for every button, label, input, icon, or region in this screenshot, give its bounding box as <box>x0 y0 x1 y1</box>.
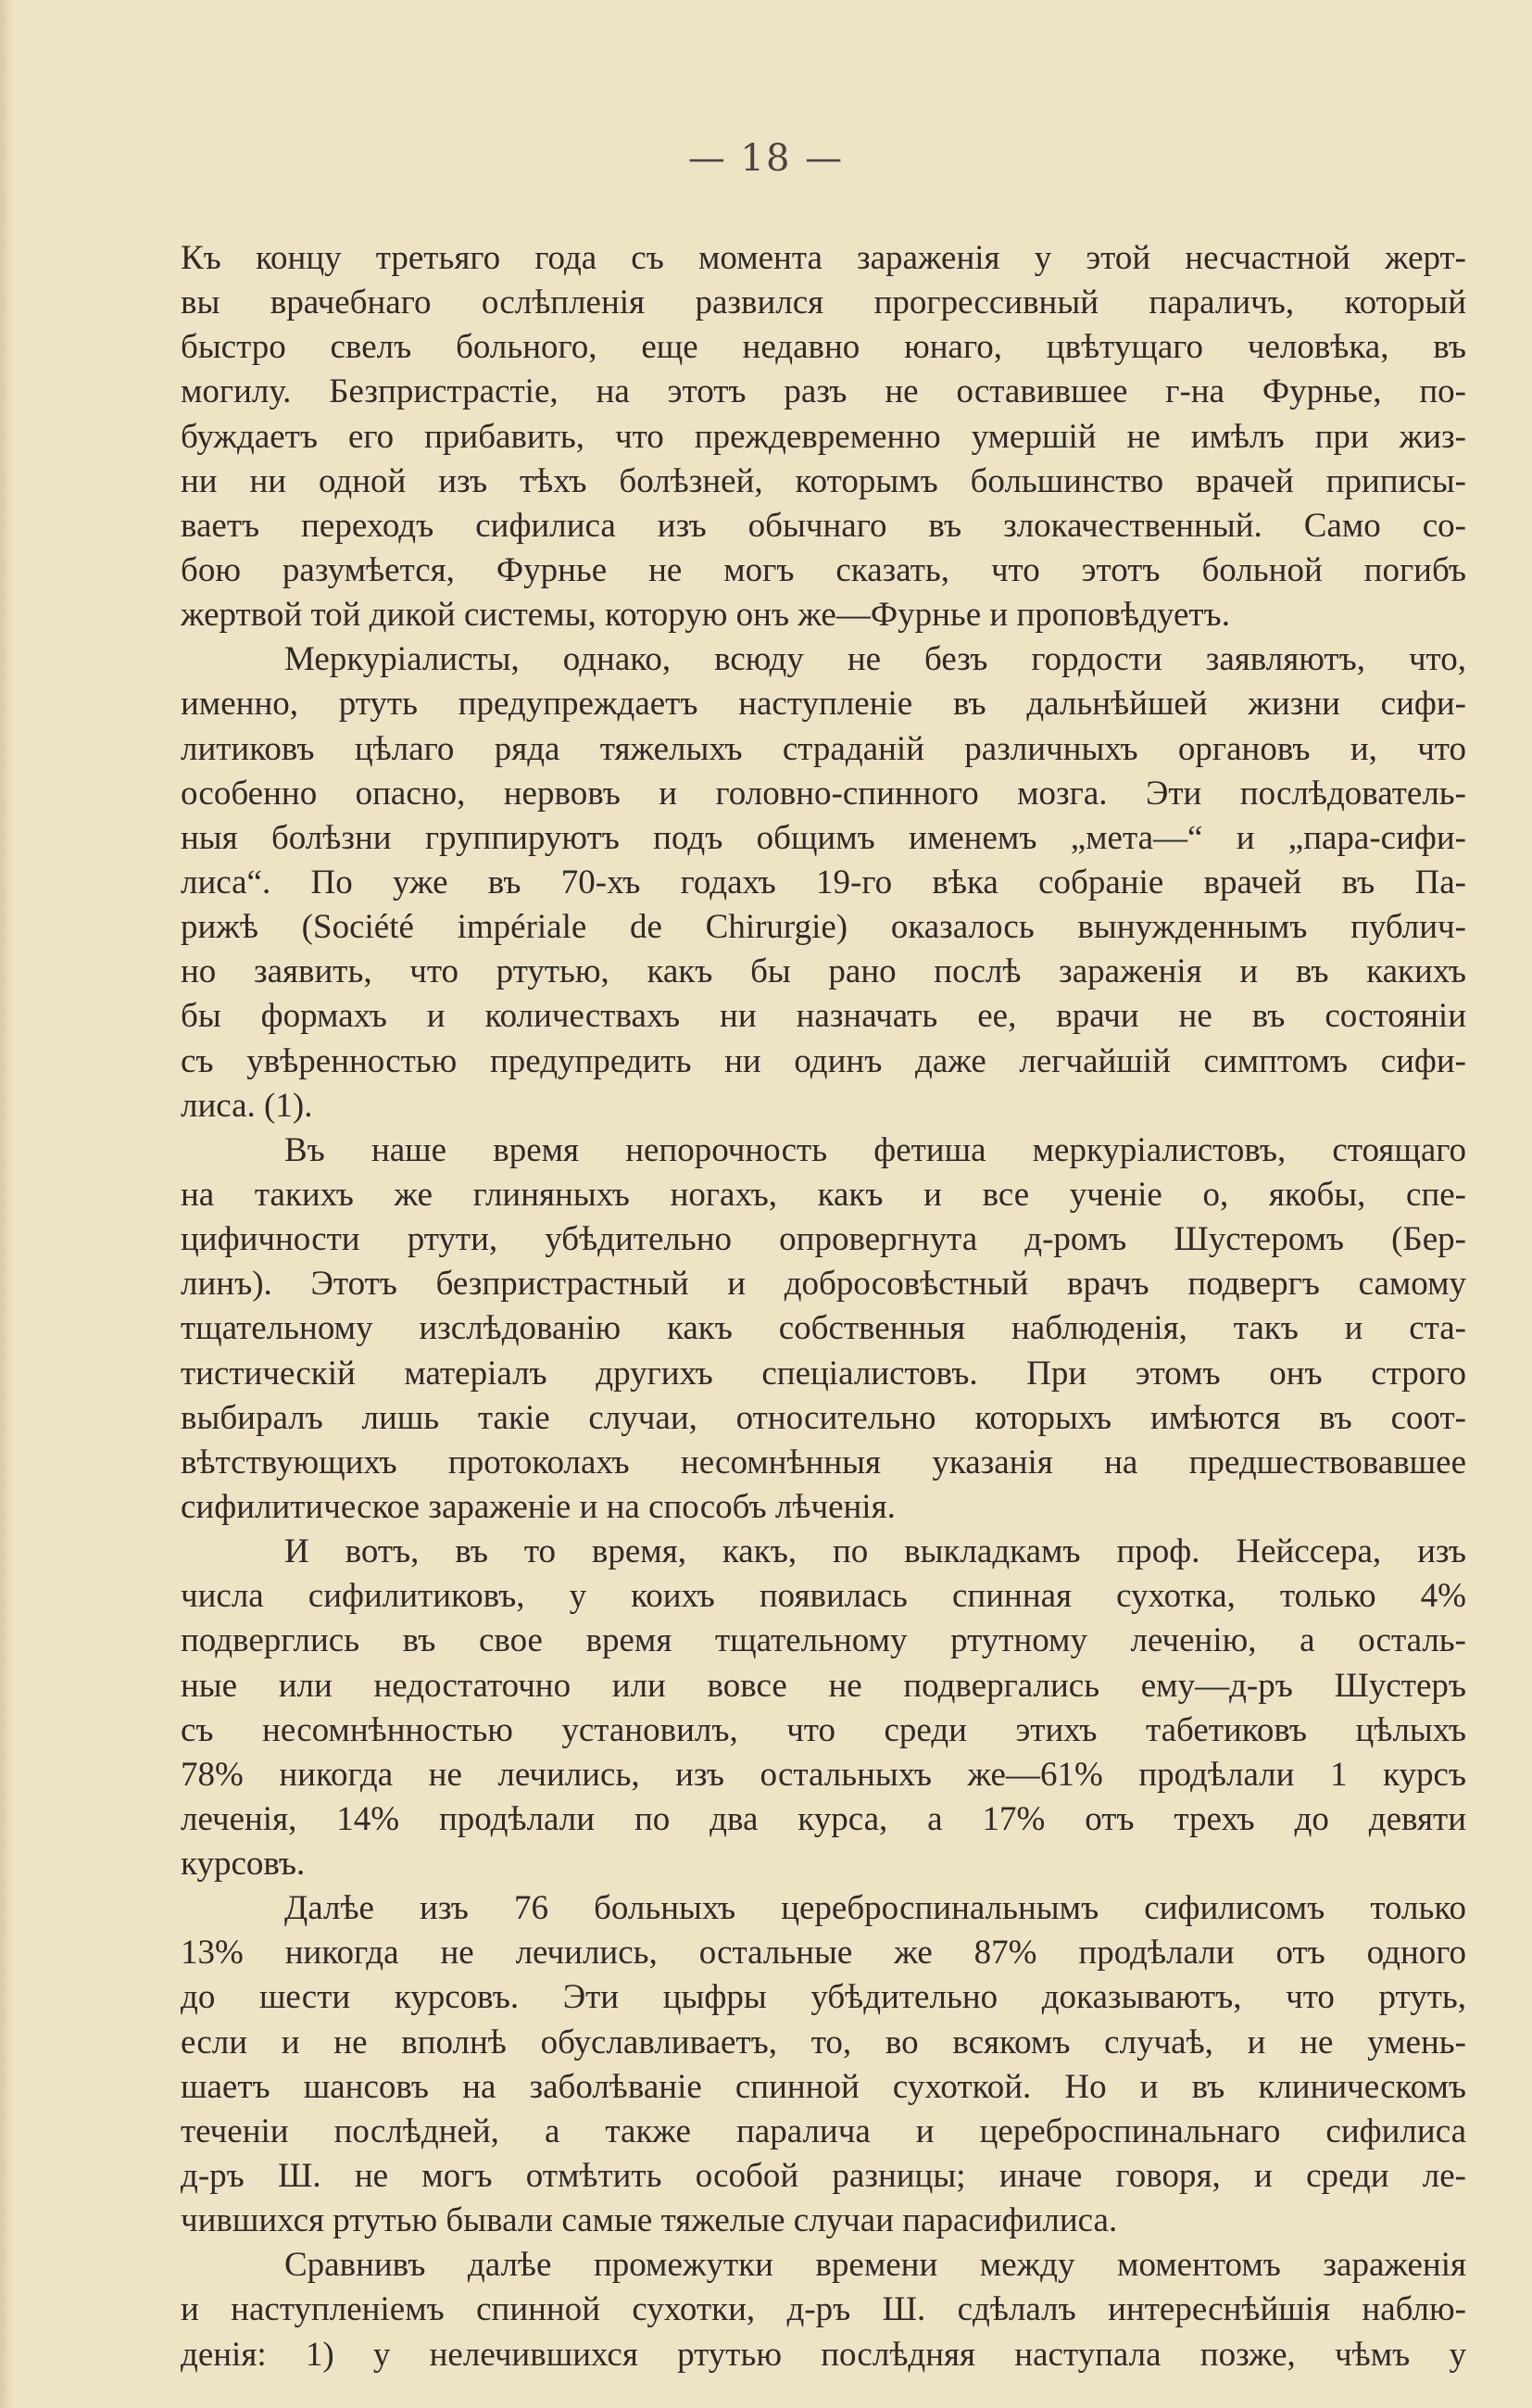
text-line: съ несомнѣнностью установилъ, что среди этихъ табетиковъ цѣлыхъ <box>181 1710 1466 1749</box>
text-line: Къ концу третьяго года съ момента зараженія у этой несчастной жерт- <box>181 239 1466 277</box>
text-line: Меркуріалисты, однако, всюду не безъ гордости заявляютъ, что, <box>284 640 1466 679</box>
text-line: подверглись въ свое время тщательному ртутному леченію, а осталь- <box>181 1621 1466 1660</box>
text-line: бою разумѣется, Фурнье не могъ сказать, что этотъ больной погибъ <box>181 550 1466 589</box>
text-line: буждаетъ его прибавить, что преждевременно умершій не имѣлъ при жиз- <box>181 417 1466 456</box>
text-line: Сравнивъ далѣе промежутки времени между моментомъ зараженія <box>284 2246 1466 2285</box>
text-line: но заявить, что ртутью, какъ бы рано послѣ зараженія и въ какихъ <box>181 952 1466 991</box>
text-line: числа сифилитиковъ, у коихъ появилась спинная сухотка, только 4% <box>181 1577 1466 1616</box>
text-line: И вотъ, въ то время, какъ, по выкладкамъ проф. Нейссера, изъ <box>284 1532 1466 1571</box>
text-line: ныя болѣзни группируютъ подъ общимъ именемъ „мета—“ и „пара-сифи- <box>181 818 1466 857</box>
text-line: и наступленіемъ спинной сухотки, д-ръ Ш. сдѣлалъ интереснѣйшія наблю- <box>181 2290 1466 2329</box>
text-line: леченія, 14% продѣлали по два курса, а 17% отъ трехъ до девяти <box>181 1799 1466 1838</box>
text-line: лиса“. По уже въ 70-хъ годахъ 19-го вѣка собраніе врачей въ Па- <box>181 863 1466 901</box>
body-text <box>181 236 1466 2377</box>
text-line: рижѣ (Société impériale de Chirurgie) оказалось вынужденнымъ публич- <box>181 908 1466 947</box>
page-number: — 18 — <box>687 137 845 180</box>
text-line: бы формахъ и количествахъ ни назначать ее, врачи не въ состояніи <box>181 997 1466 1036</box>
text-line: на такихъ же глиняныхъ ногахъ, какъ и все ученіе о, якобы, спе- <box>181 1175 1466 1214</box>
text-line: д-ръ Ш. не могъ отмѣтить особой разницы; иначе говоря, и среди ле- <box>181 2157 1466 2196</box>
text-line: могилу. Безпристрастіе, на этотъ разъ не оставившее г-на Фурнье, по- <box>181 372 1466 411</box>
text-line: Въ наше время непорочность фетиша меркуріалистовъ, стоящаго <box>284 1130 1466 1169</box>
text-line: тщательному изслѣдованію какъ собственныя наблюденія, такъ и ста- <box>181 1309 1466 1348</box>
text-line: 78% никогда не лечились, изъ остальныхъ же—61% продѣлали 1 курсъ <box>181 1755 1466 1794</box>
text-line: чившихся ртутью бывали самые тяжелые случаи парасифилиса. <box>181 2201 1118 2240</box>
text-line: шаетъ шансовъ на заболѣваніе спинной сухоткой. Но и въ клиническомъ <box>181 2067 1466 2106</box>
text-line: литиковъ цѣлаго ряда тяжелыхъ страданій различныхъ органовъ и, что <box>181 729 1466 768</box>
text-line: цифичности ртути, убѣдительно опровергнута д-ромъ Шустеромъ (Бер- <box>181 1220 1466 1259</box>
text-line: курсовъ. <box>181 1845 306 1884</box>
text-line: жертвой той дикой системы, которую онъ же—Фурнье и проповѣдуетъ. <box>181 596 1230 635</box>
text-line: особенно опасно, нервовъ и головно-спинного мозга. Эти послѣдователь- <box>181 774 1466 813</box>
text-line: сифилитическое зараженіе и на способъ лѣченія. <box>181 1487 896 1526</box>
text-line: ные или недостаточно или вовсе не подвергались ему—д-ръ Шустеръ <box>181 1666 1466 1705</box>
text-line: именно, ртуть предупреждаетъ наступленіе въ дальнѣйшей жизни сифи- <box>181 685 1466 724</box>
text-line: съ увѣренностью предупредить ни одинъ даже легчайшій симптомъ сифи- <box>181 1041 1466 1080</box>
text-line: тистическій матеріалъ другихъ спеціалистовъ. При этомъ онъ строго <box>181 1354 1466 1393</box>
text-line: если и не вполнѣ обуславливаетъ, то, во всякомъ случаѣ, и не умень- <box>181 2023 1466 2061</box>
text-line: ни ни одной изъ тѣхъ болѣзней, которымъ большинство врачей приписы- <box>181 461 1466 500</box>
text-line: выбиралъ лишь такіе случаи, относительно которыхъ имѣются въ соот- <box>181 1398 1466 1437</box>
text-line: теченіи послѣдней, а также паралича и цереброспинальнаго сифилиса <box>181 2112 1466 2150</box>
text-line: лиса. (1). <box>181 1086 313 1125</box>
text-line: до шести курсовъ. Эти цыфры убѣдительно доказываютъ, что ртуть, <box>181 1978 1466 2017</box>
text-line: быстро свелъ больного, еще недавно юнаго, цвѣтущаго человѣка, въ <box>181 328 1466 367</box>
text-line: линъ). Этотъ безпристрастный и добросовѣстный врачъ подвергъ самому <box>181 1265 1466 1304</box>
page-edge-shadow <box>0 0 13 2408</box>
text-line: Далѣе изъ 76 больныхъ цереброспинальнымъ сифилисомъ только <box>284 1889 1466 1928</box>
text-line: вѣтствующихъ протоколахъ несомнѣнныя указанія на предшествовавшее <box>181 1443 1466 1481</box>
text-line: ваетъ переходъ сифилиса изъ обычнаго въ злокачественный. Само со- <box>181 506 1466 545</box>
text-line: денія: 1) у нелечившихся ртутью послѣдняя наступала позже, чѣмъ у <box>181 2335 1466 2374</box>
text-line: вы врачебнаго ослѣпленія развился прогрессивный параличъ, который <box>181 284 1466 322</box>
text-line: 13% никогда не лечились, остальные же 87% продѣлали отъ одного <box>181 1934 1466 1973</box>
